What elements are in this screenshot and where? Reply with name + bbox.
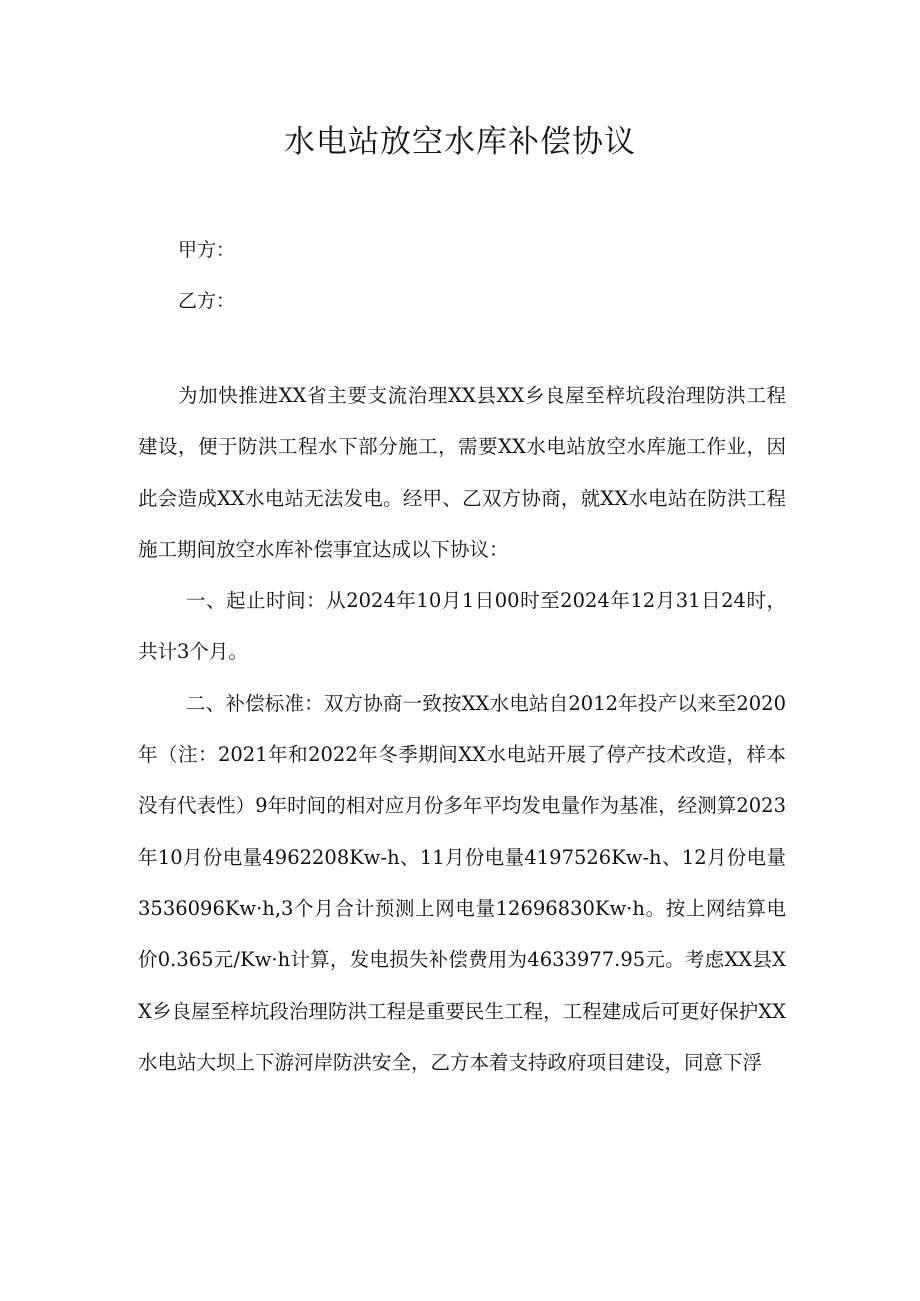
document-title: 水电站放空水库补偿协议 bbox=[284, 124, 636, 160]
intro-paragraph: 为加快推进XX省主要支流治理XX县XX乡良屋至梓坑段治理防洪工程建设，便于防洪工程水下部分施工，需要XX水电站放空水库施工作业，因此会造成XX水电站无法发电。经甲、乙双方协商，就XX水电站在防洪工程施工期间放空水库补偿事宜达成以下协议： bbox=[138, 384, 786, 561]
party-b-label: 乙方： bbox=[178, 290, 236, 312]
term-period-paragraph: 一、起止时间：从2024年10月1日00时至2024年12月31日24时，共计3个月。 bbox=[138, 589, 786, 664]
compensation-standard-paragraph: 二、补偿标准：双方协商一致按XX水电站自2012年投产以来至2020年（注：2021年和2022年冬季期间XX水电站开展了停产技术改造，样本没有代表性）9年时间的相对应月份多年平均发电量作为基准，经测算2023年10月份电量4962208Kw-h、11月份电量4197526Kw-h、12月份电量3536096Kw·h,3个月合计预测上网电量12696830Kw·h。按上网结算电价0.365元/Kw·h计算，发电损失补偿费用为4633977.95元。考虑XX县XX乡良屋至梓坑段治理防洪工程是重要民生工程，工程建成后可更好保护XX水电站大坝上下游河岸防洪安全，乙方本着支持政府项目建设，同意下浮 bbox=[138, 691, 786, 1074]
agreement-body bbox=[138, 370, 786, 1088]
party-a-label: 甲方： bbox=[178, 239, 236, 261]
